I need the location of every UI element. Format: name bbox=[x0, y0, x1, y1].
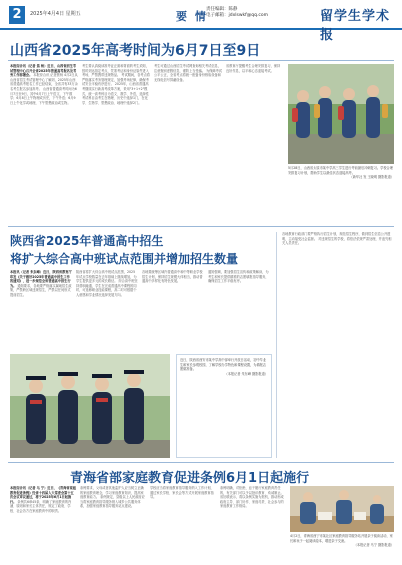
article3-column-3 bbox=[150, 486, 216, 560]
article2-headline-main: 将扩大综合高中班试点范围并增加招生数量 bbox=[10, 252, 239, 266]
article2-para: 各地要统筹区域内普通高中和中等职业学校招生计划，保持招生规模大体相当，推动普通高中多样化有特色发展。 bbox=[142, 270, 203, 284]
article3-para: 条例规定，县级以上人民政府应当将家庭教育指导服务纳入城乡公共服务体系，加强家庭教育指导服务站点建设。 bbox=[80, 495, 145, 509]
article2-caption-box bbox=[176, 354, 272, 458]
article2-right-column bbox=[282, 232, 394, 458]
article1-column-4 bbox=[226, 64, 282, 222]
date-line: 2025年4月4日 星期五 bbox=[30, 11, 81, 17]
article3-lead: 本报综合讯（记者 马 宁）近日，《青海省家庭教育促进条例》经省十四届人大常委会第十五次会议审议通过，将于2025年6月1日起施行。 bbox=[10, 486, 76, 504]
article3-para: 条例要求，父母或者其他监护人应当树立正确的家庭教育理念，学习家庭教育知识，提高家庭教育能力。 bbox=[80, 486, 144, 500]
divider bbox=[8, 60, 394, 61]
article2-para: 通知要求，各地要严格落实属地招生政策，严禁跨区域违规招生，严禁以任何形式提前招生。 bbox=[10, 283, 72, 297]
article1-para: 山西省普通高考时间为6月7日至9日，其中6月7日上午语文，下午数学；6月8日上午物理或历史，下午外语；6月9日上午化学或地理，下午思想政治或生物。 bbox=[10, 86, 77, 105]
article3-para: 条例明确，对拒绝、怠于履行家庭教育责任的，有关部门可以予以批评教育、劝诫制止。 bbox=[220, 486, 284, 495]
divider bbox=[8, 462, 394, 463]
article2-photo-caption bbox=[180, 358, 268, 456]
section-title: 要 情 bbox=[176, 10, 208, 23]
column-divider bbox=[276, 232, 277, 458]
article1-photo bbox=[288, 64, 394, 164]
page-number: 2 bbox=[9, 6, 25, 24]
article1-photo-caption bbox=[288, 166, 394, 222]
article3-photo bbox=[290, 486, 394, 532]
article3-column-4 bbox=[220, 486, 286, 560]
photo-credit: （新华社 发 王晓明 摄影报道） bbox=[349, 175, 394, 180]
caption-text: 4月2日，青海省西宁市某社区家庭教育指导服务站开展亲子阅读活动，家长和孩子一起阅读绘本，增进亲子交流。 bbox=[290, 534, 393, 543]
caption-text: 5月28日，山西省太原市某中学高三学生进行考前最后冲刺复习。学校合理安排复习计划，帮助学生以最佳状态迎接高考。 bbox=[288, 166, 393, 175]
article3-photo-caption bbox=[290, 534, 394, 562]
article1-column-3 bbox=[154, 64, 222, 222]
article2-headline-top: 陕西省2025年普通高中招生 bbox=[10, 234, 164, 248]
article2-column-1 bbox=[10, 270, 72, 350]
masthead bbox=[0, 0, 402, 43]
article3-column-2 bbox=[80, 486, 146, 560]
article2-column-4 bbox=[208, 270, 270, 350]
article1-para: 省教育厅提醒考生合理安排复习，保持良好作息，以平和心态迎接考试。 bbox=[226, 64, 281, 73]
article2-para: 通知强调，要加强招生宣传和政策解读，为考生和家长提供精准的志愿填报指导服务，确保招生工作平稳有序。 bbox=[208, 270, 269, 284]
photo-credit: （本报记者 朱东峰 摄影报道） bbox=[224, 371, 268, 376]
article1-para: 2025年，山西省普通高考继续实行新高考改革方案，采用"3+1+2"模式，统一高考科目为语文、数学、外语，选择性考试科目由考生在物理、历史中选择1门，在化学、生物学、思想政治、地理中选择2门。 bbox=[82, 82, 149, 105]
article2-para: 各地教育行政部门要严格执行招生计划，规范招生程序，做到招生信息公开透明，主动接受社会监督。 bbox=[282, 232, 391, 241]
article3-para: 条例共6章45条，明确了家庭教育的内涵、原则和家长主体责任，规定了政府、学校、社会各方在家庭教育中的职责。 bbox=[10, 499, 72, 513]
article3-para: 省妇联表示，将以条例实施为契机，推动形成政府主导、部门协作、家庭尽责、社会参与的家庭教育工作格局。 bbox=[220, 495, 284, 509]
article2-para: 对违规招生的学校，将依法依规严肃处理，并追究相关人员责任。 bbox=[282, 236, 392, 246]
article2-para: 综合高中班坚持普职融通，学生在完成普通高中课程的同时，可选修职业技能课程，高二时可根据个人意愿和学业情况选择发展方向。 bbox=[76, 279, 138, 297]
graduates-photo-illustration bbox=[10, 354, 170, 458]
family-reading-photo-illustration bbox=[290, 486, 394, 532]
students-photo-illustration bbox=[288, 64, 394, 164]
article1-para: 本报综合讯 记者焦杨 4月2日从山西省招生考试管理中心了解到，2025年山西省普通高考报名工作已经结束，全省共有33万余名考生报名参加高考。 bbox=[10, 73, 78, 91]
newspaper-logo: 留学生学术报 bbox=[320, 9, 391, 43]
article1-headline: 山西省2025年高考时间为6月7日至9日 bbox=[10, 43, 261, 59]
article2-lead: 本报讯（记者 朱东峰）近日，陕西省教育厅印发《关于做好2025年普通高中招生工作的通知》，进一步规范全省普通高中招生行为。 bbox=[10, 270, 72, 288]
article2-para: 陕西省将扩大综合高中班试点范围，2025年试点学校数量在去年基础上继续增加，为学生提供更多元的成长路径。 bbox=[76, 270, 137, 284]
article1-para: 考生要认真阅读准考证正面和背面的考生须知，按时到达指定考点，凭准考证和身份证原件进入考场，严禁携带违规物品。 bbox=[82, 64, 149, 78]
article2-column-2 bbox=[76, 270, 138, 350]
article1-lead: 本报综合讯（记者 焦 杨）近日，山西省招生考试管理中心召开全省2025年普通高考报名及考务工作部署会。 bbox=[10, 64, 77, 78]
article1-para: 考试期间，各考点将严格落实考务管理规定，加强考场纪律，确保考试安全平稳有序进行。 bbox=[82, 73, 150, 87]
divider bbox=[8, 226, 394, 227]
article3-headline: 青海省部家庭教育促进条例6月1日起施行 bbox=[70, 471, 310, 486]
article3-para: 学校应当将家庭教育指导服务纳入工作计划，通过家长学校、家长会等方式开展家庭教育指导。 bbox=[150, 486, 214, 500]
article1-para: 考生可通过山西招生考试网查询相关考试信息，注意甄别虚假信息，谨防上当受骗。 bbox=[154, 64, 221, 73]
editor-email: 电子邮箱：jdxlswkf@qq.com bbox=[206, 13, 268, 18]
article3-column-1 bbox=[10, 486, 76, 560]
article1-column-1 bbox=[10, 64, 78, 222]
article2-column-3 bbox=[142, 270, 204, 350]
article2-photo bbox=[10, 354, 170, 458]
editor-name: 责任编辑：陈静 bbox=[206, 7, 238, 12]
article1-column-2 bbox=[82, 64, 150, 222]
photo-credit: （本报记者 马宁 摄影报道） bbox=[353, 543, 394, 548]
article1-para: 为保障考试公平公正，全省考点将统一配备身份核验设备和无线电信号屏蔽设备。 bbox=[154, 68, 222, 82]
editor-info bbox=[206, 7, 268, 19]
caption-text: 近日，陕西省西安市某中学高中部举行开放日活动，初中毕业生和家长参观校园，了解学校办学特色和课程设置，为填报志愿做准备。 bbox=[180, 358, 267, 372]
